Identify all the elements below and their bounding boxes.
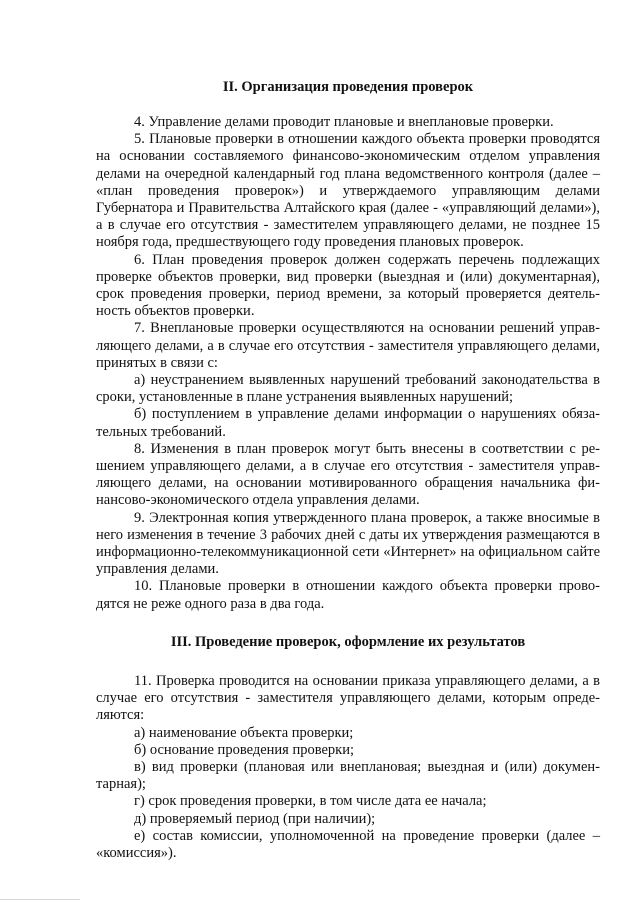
- paragraph-9: 9. Электронная копия утвержденного плана проверок, а также вносимые в него изменения в течение 3 рабочих дней с даты их утверждения размещаются в информационно-телекоммуникационной сети «Интернет» на официальном сайте управления делами.: [96, 509, 600, 578]
- section-3-heading: III. Проведение проверок, оформление их результатов: [170, 633, 526, 650]
- paragraph-11a: а) наименование объекта проверки;: [134, 724, 354, 741]
- paragraph-11: 11. Проверка проводится на основании приказа управляющего делами, а в случае его отсутствия - заместителя управляющего делами, которым определяются:: [96, 672, 600, 724]
- paragraph-10: 10. Плановые проверки в отношении каждого объекта проверки проводятся не реже одного раза в два года.: [96, 578, 600, 612]
- paragraph-5: 5. Плановые проверки в отношении каждого объекта проверки проводятся на основании составляемого финансово-экономическим отделом управления делами на очередной календарный год плана ведомственного контроля (далее – «план проведения проверок») и утверждаемого управляющим делами Губернатора и Правительства Алтайского края (далее - «управляющий делами»), а в случае его отсутствия - заместителем управляющего делами, не позднее 15 ноября года, предшествующего году проведения плановых проверок.: [96, 131, 600, 251]
- scan-edge-mark: [0, 899, 80, 900]
- paragraph-11e: д) проверяемый период (при наличии);: [134, 810, 376, 827]
- document-page: [96, 78, 600, 862]
- section-2-heading: II. Организация проведения проверок: [222, 79, 474, 95]
- paragraph-8: 8. Изменения в план проверок могут быть внесены в соответствии с решением управляющего делами, а в случае его отсутствия - заместителя управляющего делами, на основании мотивированного обращения начальника финансово-экономического отдела управления делами.: [96, 440, 600, 509]
- paragraph-6: 6. План проведения проверок должен содержать перечень подлежащих проверке объектов проверки, вид проверки (выездная и (или) документарная), срок проведения проверки, период времени, за который проверяется деятельность объектов проверки.: [96, 251, 600, 320]
- paragraph-7: 7. Внеплановые проверки осуществляются на основании решений управляющего делами, а в случае его отсутствия - заместителя управляющего делами, принятых в связи с:: [96, 320, 600, 371]
- paragraph-7b: б) поступлением в управление делами информации о нарушениях обязательных требований.: [96, 406, 600, 440]
- paragraph-11b: б) основание проведения проверки;: [134, 741, 354, 758]
- paragraph-11c: в) вид проверки (плановая или внеплановая; выездная и (или) документарная);: [96, 758, 600, 793]
- paragraph-7a: а) неустранением выявленных нарушений требований законодательства в сроки, установленные в плане устранения выявленных нарушений;: [96, 372, 600, 406]
- paragraph-4: 4. Управление делами проводит плановые и внеплановые проверки.: [134, 114, 554, 130]
- paragraph-11f: е) состав комиссии, уполномоченной на проведение проверки (далее – «комиссия»).: [96, 827, 600, 861]
- paragraph-11d: г) срок проведения проверки, в том числе дата ее начала;: [134, 793, 487, 810]
